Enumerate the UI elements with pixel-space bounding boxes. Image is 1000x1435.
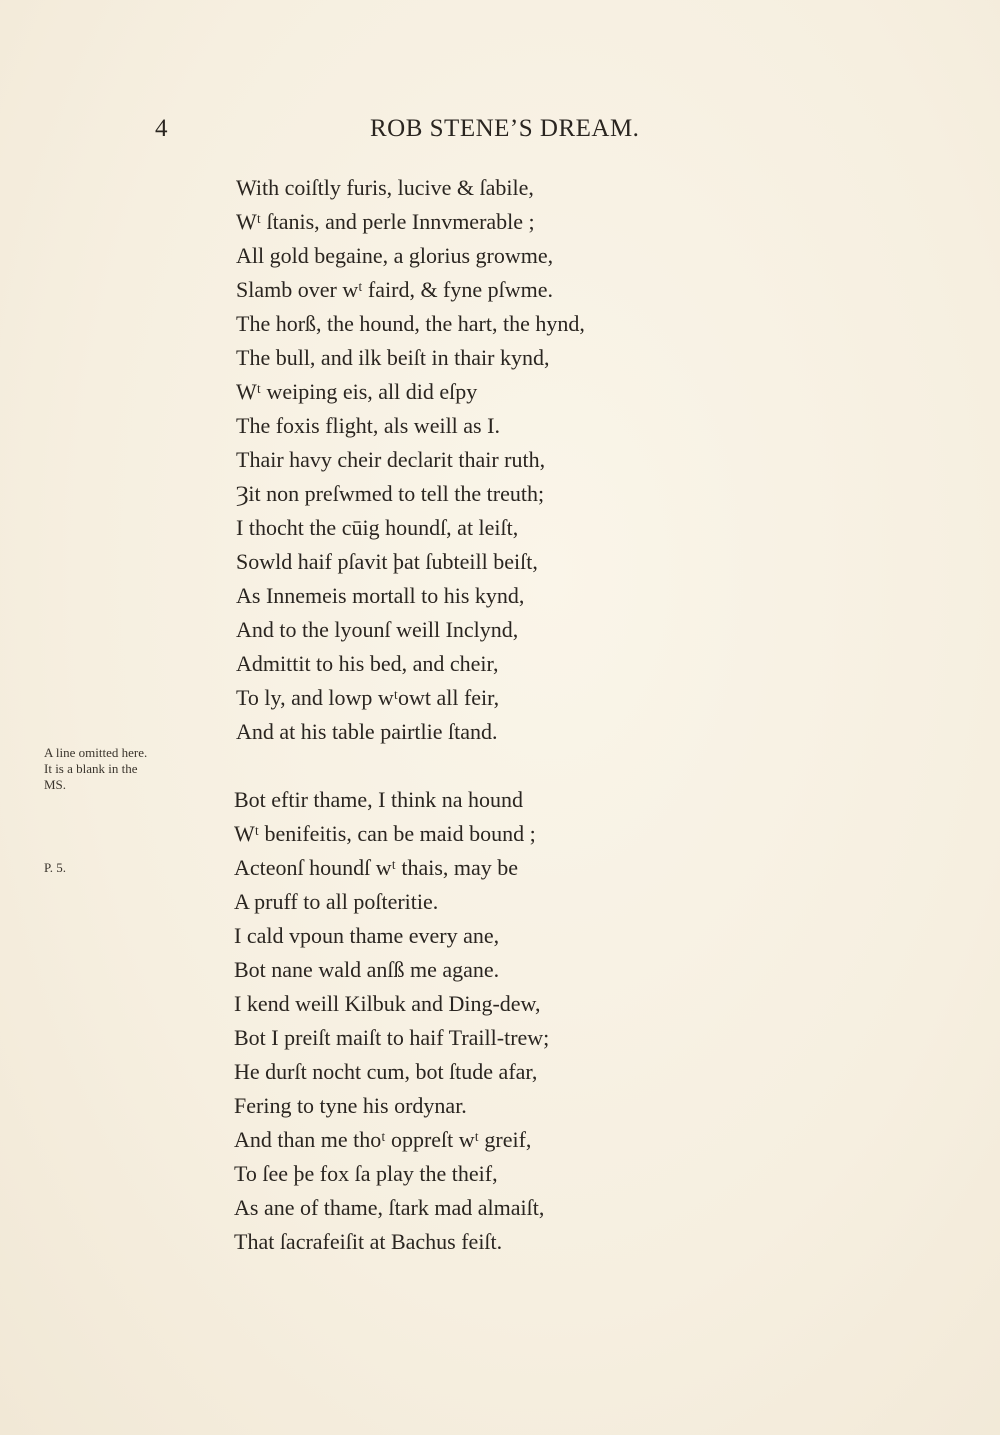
running-title: ROB STENE’S DREAM. [370, 115, 640, 142]
stanza-2 [234, 783, 549, 1259]
verse-line: And than me thoᵗ oppreſt wᵗ greif, [234, 1127, 532, 1152]
verse-line: Bot nane wald anſß me agane. [234, 957, 500, 982]
margin-note: A line omitted here. It is a blank in the MS. [44, 745, 148, 792]
verse-line: Sowld haif pſavit þat ſubteill beiſt, [236, 549, 538, 574]
verse-line: Bot eftir thame, I think na hound [234, 787, 523, 812]
verse-line: I kend weill Kilbuk and Ding-dew, [234, 991, 541, 1016]
verse-line: Ȝit non preſwmed to tell the treuth; [236, 481, 545, 506]
verse-line: That ſacrafeiſit at Bachus feiſt. [234, 1229, 503, 1254]
verse-line: Thair havy cheir declarit thair ruth, [236, 447, 546, 472]
verse-line: As Innemeis mortall to his kynd, [236, 583, 525, 608]
verse-line: With coiſtly furis, lucive & ſabile, [236, 175, 534, 200]
verse-line: A pruff to all poſteritie. [234, 889, 439, 914]
verse-line: And at his table pairtlie ſtand. [236, 719, 498, 744]
verse-line: Admittit to his bed, and cheir, [236, 651, 499, 676]
verse-line: I thocht the cūig houndſ, at leiſt, [236, 515, 519, 540]
verse-line: Fering to tyne his ordynar. [234, 1093, 467, 1118]
verse-line: I cald vpoun thame every ane, [234, 923, 500, 948]
verse-line: To ly, and lowp wᵗowt all feir, [236, 685, 500, 710]
page-number: 4 [155, 115, 168, 142]
verse-line: As ane of thame, ſtark mad almaiſt, [234, 1195, 545, 1220]
verse-line: The foxis flight, als weill as I. [236, 413, 500, 438]
verse-line: Slamb over wᵗ faird, & fyne pſwme. [236, 277, 554, 302]
verse-line: Wᵗ benifeitis, can be maid bound ; [234, 821, 536, 846]
verse-line: All gold begaine, a glorius growme, [236, 243, 554, 268]
verse-line: He durſt nocht cum, bot ſtude afar, [234, 1059, 538, 1084]
verse-line: Wᵗ weiping eis, all did eſpy [236, 379, 478, 404]
verse-line: Acteonſ houndſ wᵗ thais, may be [234, 855, 519, 880]
verse-line: To ſee þe fox ſa play the theif, [234, 1161, 498, 1186]
stanza-1 [236, 171, 585, 749]
verse-line: Wᵗ ſtanis, and perle Innvmerable ; [236, 209, 535, 234]
verse-line: And to the lyounſ weill Inclynd, [236, 617, 519, 642]
verse-line: The horß, the hound, the hart, the hynd, [236, 311, 585, 336]
verse-line: The bull, and ilk beiſt in thair kynd, [236, 345, 550, 370]
verse-line: Bot I preiſt maiſt to haif Traill-trew; [234, 1025, 550, 1050]
margin-page-reference: P. 5. [44, 860, 67, 875]
